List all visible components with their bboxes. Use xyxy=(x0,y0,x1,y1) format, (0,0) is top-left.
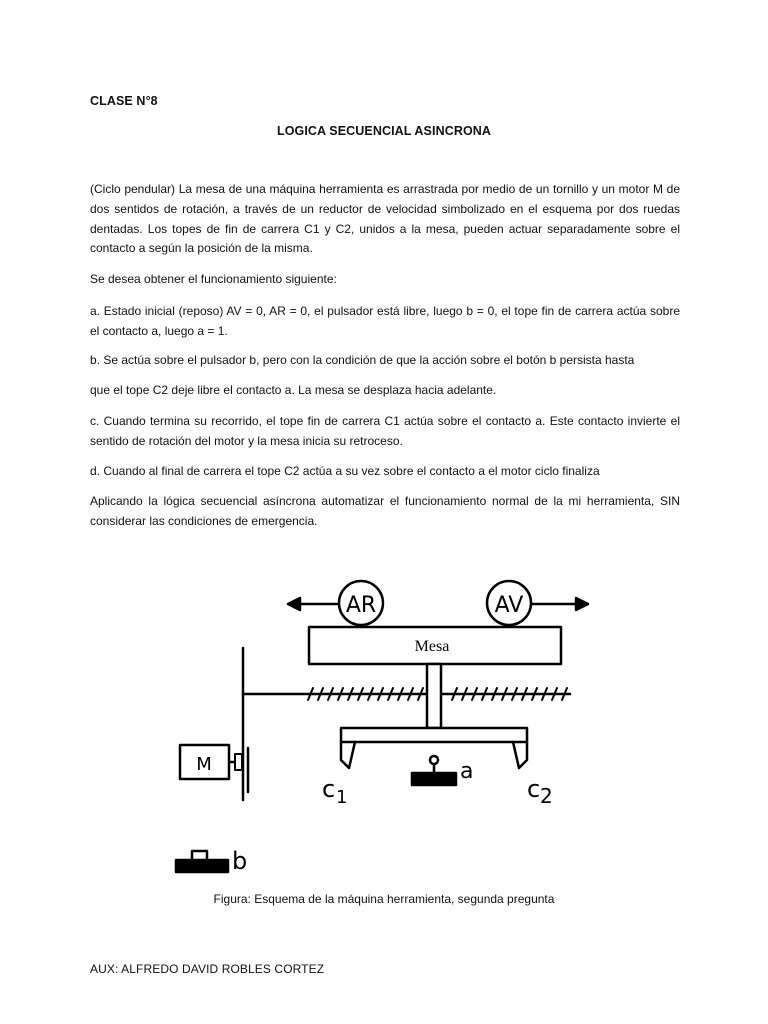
contact-a-label: a xyxy=(460,759,474,784)
step-d-paragraph: d. Cuando al final de carrera el tope C2 actúa a su vez sobre el contacto a el motor ciclo finaliza xyxy=(90,464,600,478)
figure-caption: Figura: Esquema de la máquina herramienta, segunda pregunta xyxy=(213,892,555,906)
ar-label: AR xyxy=(345,593,377,618)
av-arrow xyxy=(532,598,588,610)
motor-coupling xyxy=(229,748,248,792)
task-paragraph: Aplicando la lógica secuencial asíncrona automatizar el funcionamiento normal de la mi herramienta, SIN considerar las condiciones de emergencia. xyxy=(90,494,680,528)
step-c-paragraph: c. Cuando termina su recorrido, el tope fin de carrera C1 actúa sobre el contacto a. Este contacto invierte el sentido de rotación del motor y la mesa inicia su retroceso. xyxy=(90,414,680,448)
contact-a xyxy=(412,756,456,785)
push-button-b xyxy=(176,851,228,872)
step-b-continuation-paragraph: que el tope C2 deje libre el contacto a. La mesa se desplaza hacia adelante. xyxy=(90,383,497,397)
page-title: LOGICA SECUENCIAL ASINCRONA xyxy=(276,124,492,138)
step-b-paragraph: b. Se actúa sobre el pulsador b, pero con la condición de que la acción sobre el botón b persista hasta xyxy=(90,353,635,367)
push-button-b-label: b xyxy=(232,847,248,875)
step-a-paragraph: a. Estado inicial (reposo) AV = 0, AR = 0, el pulsador está libre, luego b = 0, el tope fin de carrera actúa sobre el contacto a, luego a = 1. xyxy=(90,304,680,338)
c1-subscript: 1 xyxy=(336,787,348,808)
motor-label: M xyxy=(196,754,212,775)
c2-label: c xyxy=(527,775,541,803)
requirement-intro-paragraph: Se desea obtener el funcionamiento siguiente: xyxy=(90,272,337,286)
av-label: AV xyxy=(494,593,524,618)
author-footer: AUX: ALFREDO DAVID ROBLES CORTEZ xyxy=(90,962,325,976)
c1-label: c xyxy=(322,775,336,803)
machine-tool-diagram xyxy=(0,560,768,880)
class-number-heading: CLASE N°8 xyxy=(90,94,158,108)
mesa-label: Mesa xyxy=(414,638,450,655)
c2-subscript: 2 xyxy=(540,784,553,808)
table-nut xyxy=(427,664,441,728)
ar-arrow xyxy=(288,598,338,610)
problem-statement-paragraph: (Ciclo pendular) La mesa de una máquina herramienta es arrastrada por medio de un tornillo y un motor M de dos sentidos de rotación, a través de un reductor de velocidad simbolizado en el esquema por dos ruedas dentadas. Los topes de fin de carrera C1 y C2, unidos a la mesa, pueden actuar separadamente sobre el contacto a según la posición de la misma. xyxy=(90,182,680,256)
